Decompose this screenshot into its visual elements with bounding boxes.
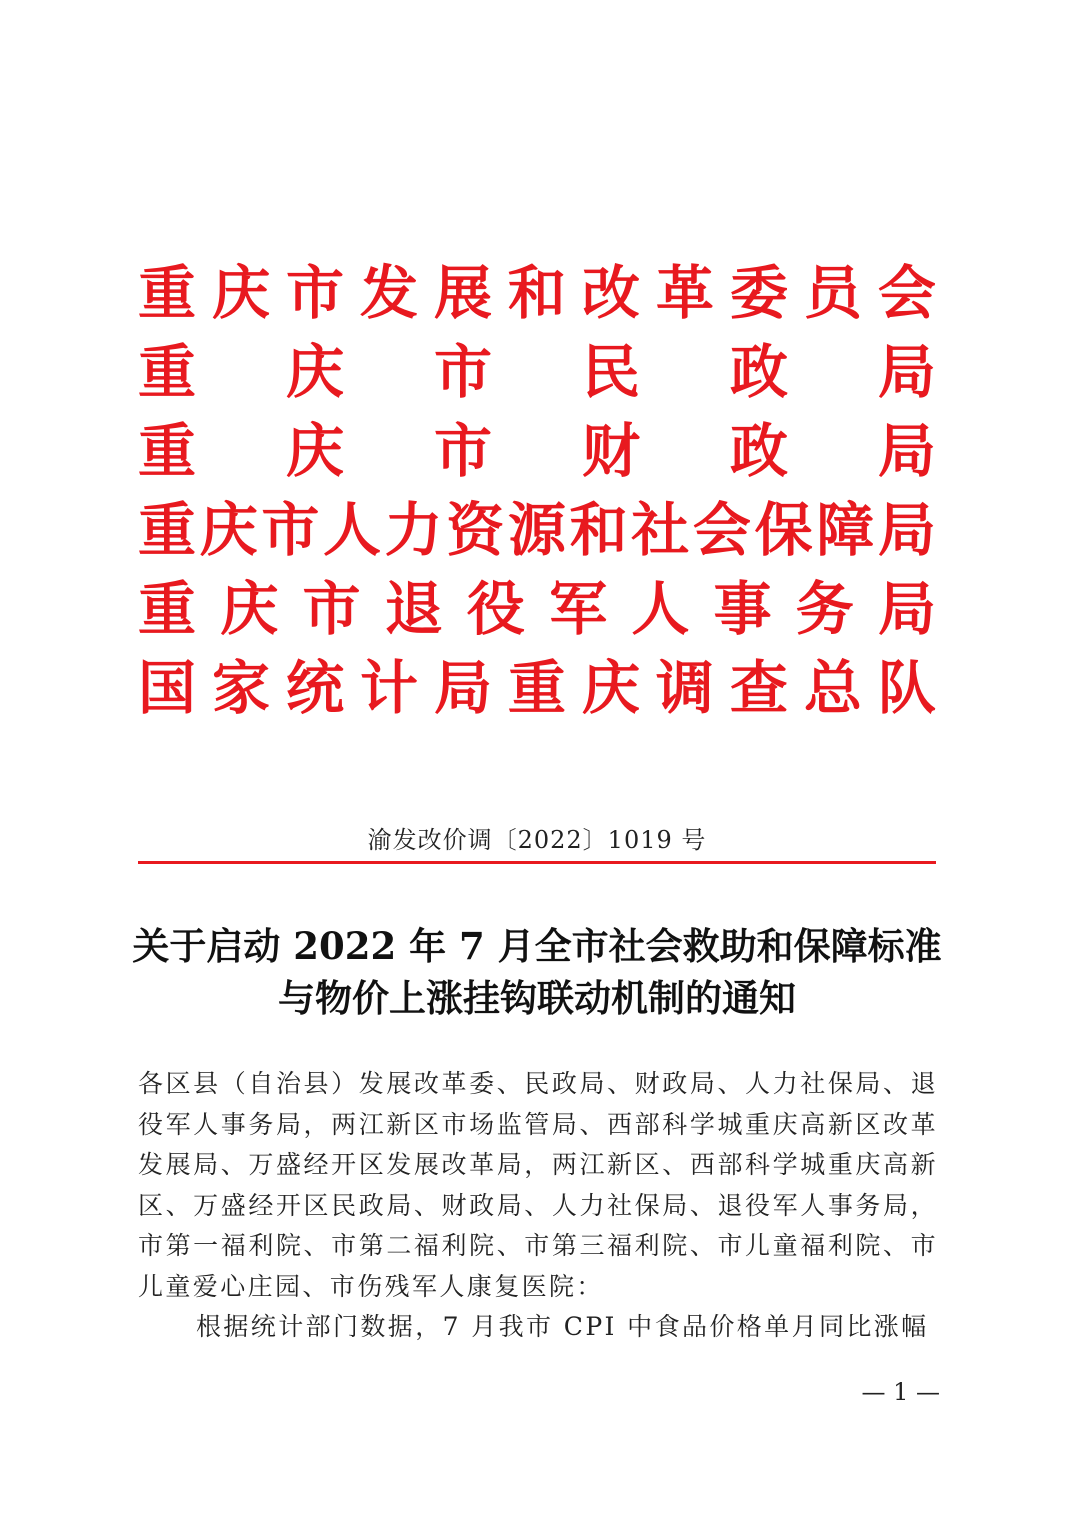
- issuing-organizations-header: [138, 254, 936, 728]
- document-body: [138, 1064, 938, 1348]
- red-divider-line: [138, 861, 936, 864]
- title-line-1: 关于启动 2022 年 7 月全市社会救助和保障标准: [132, 924, 942, 968]
- title-line-2: 与物价上涨挂钩联动机制的通知: [278, 976, 796, 1020]
- org-line-human-resources: 重 庆 市 人 力 资 源 和 社 会 保 障 局: [138, 496, 936, 564]
- recipients-paragraph: 各区县（自治县）发展改革委、民政局、财政局、人力社保局、退役军人事务局，两江新区市场监管局、西部科学城重庆高新区改革发展局、万盛经开区发展改革局，两江新区、西部科学城重庆高新区、万盛经开区民政局、财政局、人力社保局、退役军人事务局，市第一福利院、市第二福利院、市第三福利院、市儿童福利院、市儿童爱心庄园、市伤残军人康复医院：: [138, 1069, 938, 1301]
- org-line-veterans-affairs: 重 庆 市 退 役 军 人 事 务 局: [138, 575, 936, 643]
- org-line-ndrc: 重 庆 市 发 展 和 改 革 委 员 会: [138, 259, 936, 327]
- page-number: — 1 —: [861, 1378, 940, 1406]
- body-paragraph-1: 根据统计部门数据，7 月我市 CPI 中食品价格单月同比涨幅: [196, 1312, 929, 1341]
- org-line-finance: 重 庆 市 财 政 局: [138, 417, 936, 485]
- org-line-civil-affairs: 重 庆 市 民 政 局: [138, 338, 936, 406]
- document-number: 渝发改价调〔2022〕1019 号: [367, 826, 707, 854]
- org-line-statistics-survey: 国 家 统 计 局 重 庆 调 查 总 队: [138, 654, 936, 722]
- document-title: [120, 920, 954, 1024]
